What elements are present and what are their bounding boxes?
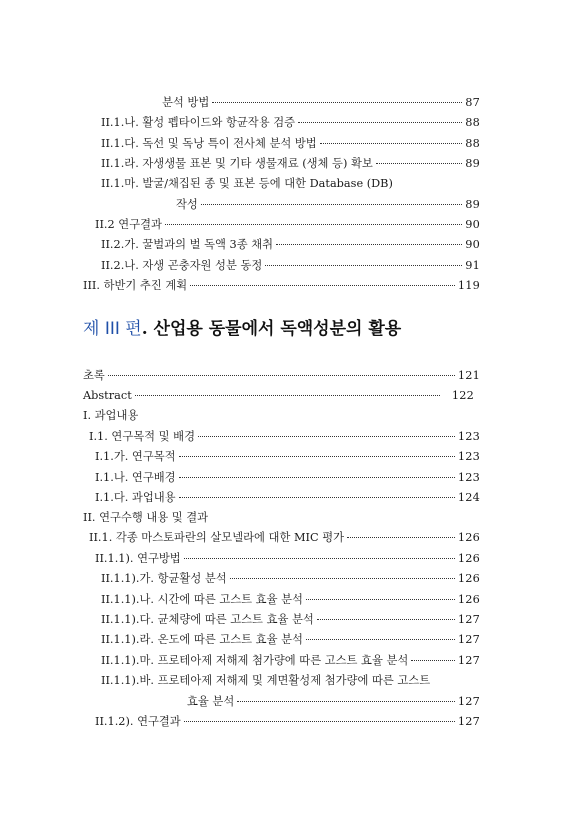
toc-entry-label: 분석 방법 bbox=[162, 96, 210, 109]
dot-leader bbox=[411, 660, 455, 661]
toc-page-number: 91 bbox=[465, 259, 480, 272]
toc-entry-label: II.2.나. 자생 곤충자원 성분 동정 bbox=[101, 259, 263, 272]
toc-page-number: 126 bbox=[457, 572, 480, 585]
toc-page-number: 90 bbox=[465, 238, 480, 251]
toc-entry-label: 효율 분석 bbox=[187, 695, 235, 708]
toc-entry-label: II.1.1). 연구방법 bbox=[95, 552, 181, 565]
dot-leader bbox=[298, 122, 462, 123]
toc-entry-label: II.1.마. 발굴/채집된 종 및 표본 등에 대한 Database (DB) bbox=[101, 177, 393, 190]
toc-entry bbox=[95, 450, 480, 464]
part-title: . 산업용 동물에서 독액성분의 활용 bbox=[141, 319, 402, 339]
toc-entry bbox=[101, 633, 480, 647]
toc-entry-label: II.1.1).다. 균체량에 따른 고스트 효율 분석 bbox=[101, 613, 314, 626]
toc-page-number: 126 bbox=[457, 552, 480, 565]
toc-page-number: 122 bbox=[451, 389, 474, 402]
toc-entry-label: II.1.1).가. 항균활성 분석 bbox=[101, 572, 227, 585]
toc-entry-label: II.1.라. 자생생물 표본 및 기타 생물재료 (생체 등) 확보 bbox=[101, 157, 373, 170]
toc-entry-label: II.1.나. 활성 펩타이드와 항균작용 검증 bbox=[101, 116, 296, 129]
toc-page-number: 123 bbox=[457, 450, 480, 463]
toc-page-number: 121 bbox=[457, 369, 480, 382]
toc-entry bbox=[101, 654, 480, 668]
toc-entry bbox=[95, 715, 480, 729]
toc-entry bbox=[83, 389, 474, 403]
toc-page-number: 89 bbox=[465, 157, 480, 170]
toc-entry bbox=[101, 613, 480, 627]
toc-page-number: 123 bbox=[457, 471, 480, 484]
dot-leader bbox=[317, 619, 455, 620]
toc-entry bbox=[95, 491, 480, 505]
toc-entry-label: 작성 bbox=[176, 198, 198, 211]
part-heading bbox=[83, 318, 401, 340]
toc-entry-label: II.1.1).마. 프로테아제 저해제 첨가량에 따른 고스트 효율 분석 bbox=[101, 654, 409, 667]
toc-entry-label: II.1.2). 연구결과 bbox=[95, 715, 181, 728]
dot-leader bbox=[179, 477, 455, 478]
toc-entry bbox=[83, 369, 480, 383]
dot-leader bbox=[179, 497, 455, 498]
toc-page-number: 119 bbox=[457, 279, 480, 292]
toc-entry bbox=[95, 471, 480, 485]
toc-entry-label: II.1. 각종 마스토파란의 살모넬라에 대한 MIC 평가 bbox=[89, 531, 345, 544]
dot-leader bbox=[320, 143, 463, 144]
toc-entry bbox=[89, 531, 480, 545]
toc-entry bbox=[89, 430, 480, 444]
dot-leader bbox=[237, 701, 455, 702]
toc-entry-label: II.1.다. 독선 및 독낭 특이 전사체 분석 방법 bbox=[101, 137, 317, 150]
toc-entry-label: I.1.다. 과업내용 bbox=[95, 491, 176, 504]
dot-leader bbox=[198, 436, 455, 437]
toc-page-number: 124 bbox=[457, 491, 480, 504]
toc-entry-label: I.1.가. 연구목적 bbox=[95, 450, 176, 463]
toc-entry bbox=[101, 259, 480, 273]
dot-leader bbox=[306, 639, 455, 640]
toc-page-number: 127 bbox=[457, 613, 480, 626]
toc-entry-label: II.2.가. 꿀벌과의 벌 독액 3종 채취 bbox=[101, 238, 274, 251]
toc-entry-label: I.1.나. 연구배경 bbox=[95, 471, 176, 484]
toc-page-number: 127 bbox=[457, 633, 480, 646]
dot-leader bbox=[265, 265, 462, 266]
dot-leader bbox=[347, 537, 455, 538]
toc-entry bbox=[95, 218, 480, 232]
dot-leader bbox=[306, 599, 455, 600]
toc-page-number: 127 bbox=[457, 695, 480, 708]
dot-leader bbox=[230, 578, 455, 579]
toc-page-number: 126 bbox=[457, 593, 480, 606]
toc-page-number: 88 bbox=[465, 116, 480, 129]
toc-entry bbox=[101, 137, 480, 151]
toc-page-number: 90 bbox=[465, 218, 480, 231]
toc-entry bbox=[101, 238, 480, 252]
part-number: 제 III 편 bbox=[83, 319, 142, 339]
toc-entry bbox=[101, 593, 480, 607]
dot-leader bbox=[190, 285, 455, 286]
toc-page-number: 127 bbox=[457, 654, 480, 667]
toc-entry bbox=[101, 572, 480, 586]
toc-entry-label: Abstract bbox=[83, 389, 132, 402]
toc-entry bbox=[176, 198, 480, 212]
toc-entry bbox=[162, 96, 480, 110]
toc-entry-label: I.1. 연구목적 및 배경 bbox=[89, 430, 195, 443]
toc-entry bbox=[101, 157, 480, 171]
toc-page-number: 126 bbox=[457, 531, 480, 544]
toc-section-heading: I. 과업내용 bbox=[83, 409, 139, 422]
toc-entry-label: II.1.1).바. 프로테아제 저해제 및 계면활성제 첨가량에 따른 고스트 bbox=[101, 674, 431, 687]
dot-leader bbox=[184, 721, 455, 722]
toc-entry-label: III. 하반기 추진 계획 bbox=[83, 279, 188, 292]
toc-section-heading: II. 연구수행 내용 및 결과 bbox=[83, 511, 209, 524]
dot-leader bbox=[376, 163, 462, 164]
dot-leader bbox=[165, 224, 462, 225]
toc-page-number: 123 bbox=[457, 430, 480, 443]
dot-leader bbox=[212, 102, 462, 103]
dot-leader bbox=[201, 204, 462, 205]
toc-entry-label: II.1.1).라. 온도에 따른 고스트 효율 분석 bbox=[101, 633, 303, 646]
toc-entry-label: II.1.1).나. 시간에 따른 고스트 효율 분석 bbox=[101, 593, 303, 606]
toc-entry-label: II.2 연구결과 bbox=[95, 218, 162, 231]
toc-page-number: 88 bbox=[465, 137, 480, 150]
toc-page-number: 89 bbox=[465, 198, 480, 211]
dot-leader bbox=[179, 456, 455, 457]
toc-entry bbox=[83, 279, 480, 293]
toc-page-number: 127 bbox=[457, 715, 480, 728]
toc-entry bbox=[187, 695, 480, 709]
dot-leader bbox=[108, 375, 455, 376]
dot-leader bbox=[184, 558, 455, 559]
toc-entry bbox=[101, 116, 480, 130]
toc-page-number: 87 bbox=[465, 96, 480, 109]
toc-entry bbox=[95, 552, 480, 566]
dot-leader bbox=[276, 244, 462, 245]
toc-entry-label: 초록 bbox=[83, 369, 105, 382]
dot-leader bbox=[135, 395, 440, 396]
